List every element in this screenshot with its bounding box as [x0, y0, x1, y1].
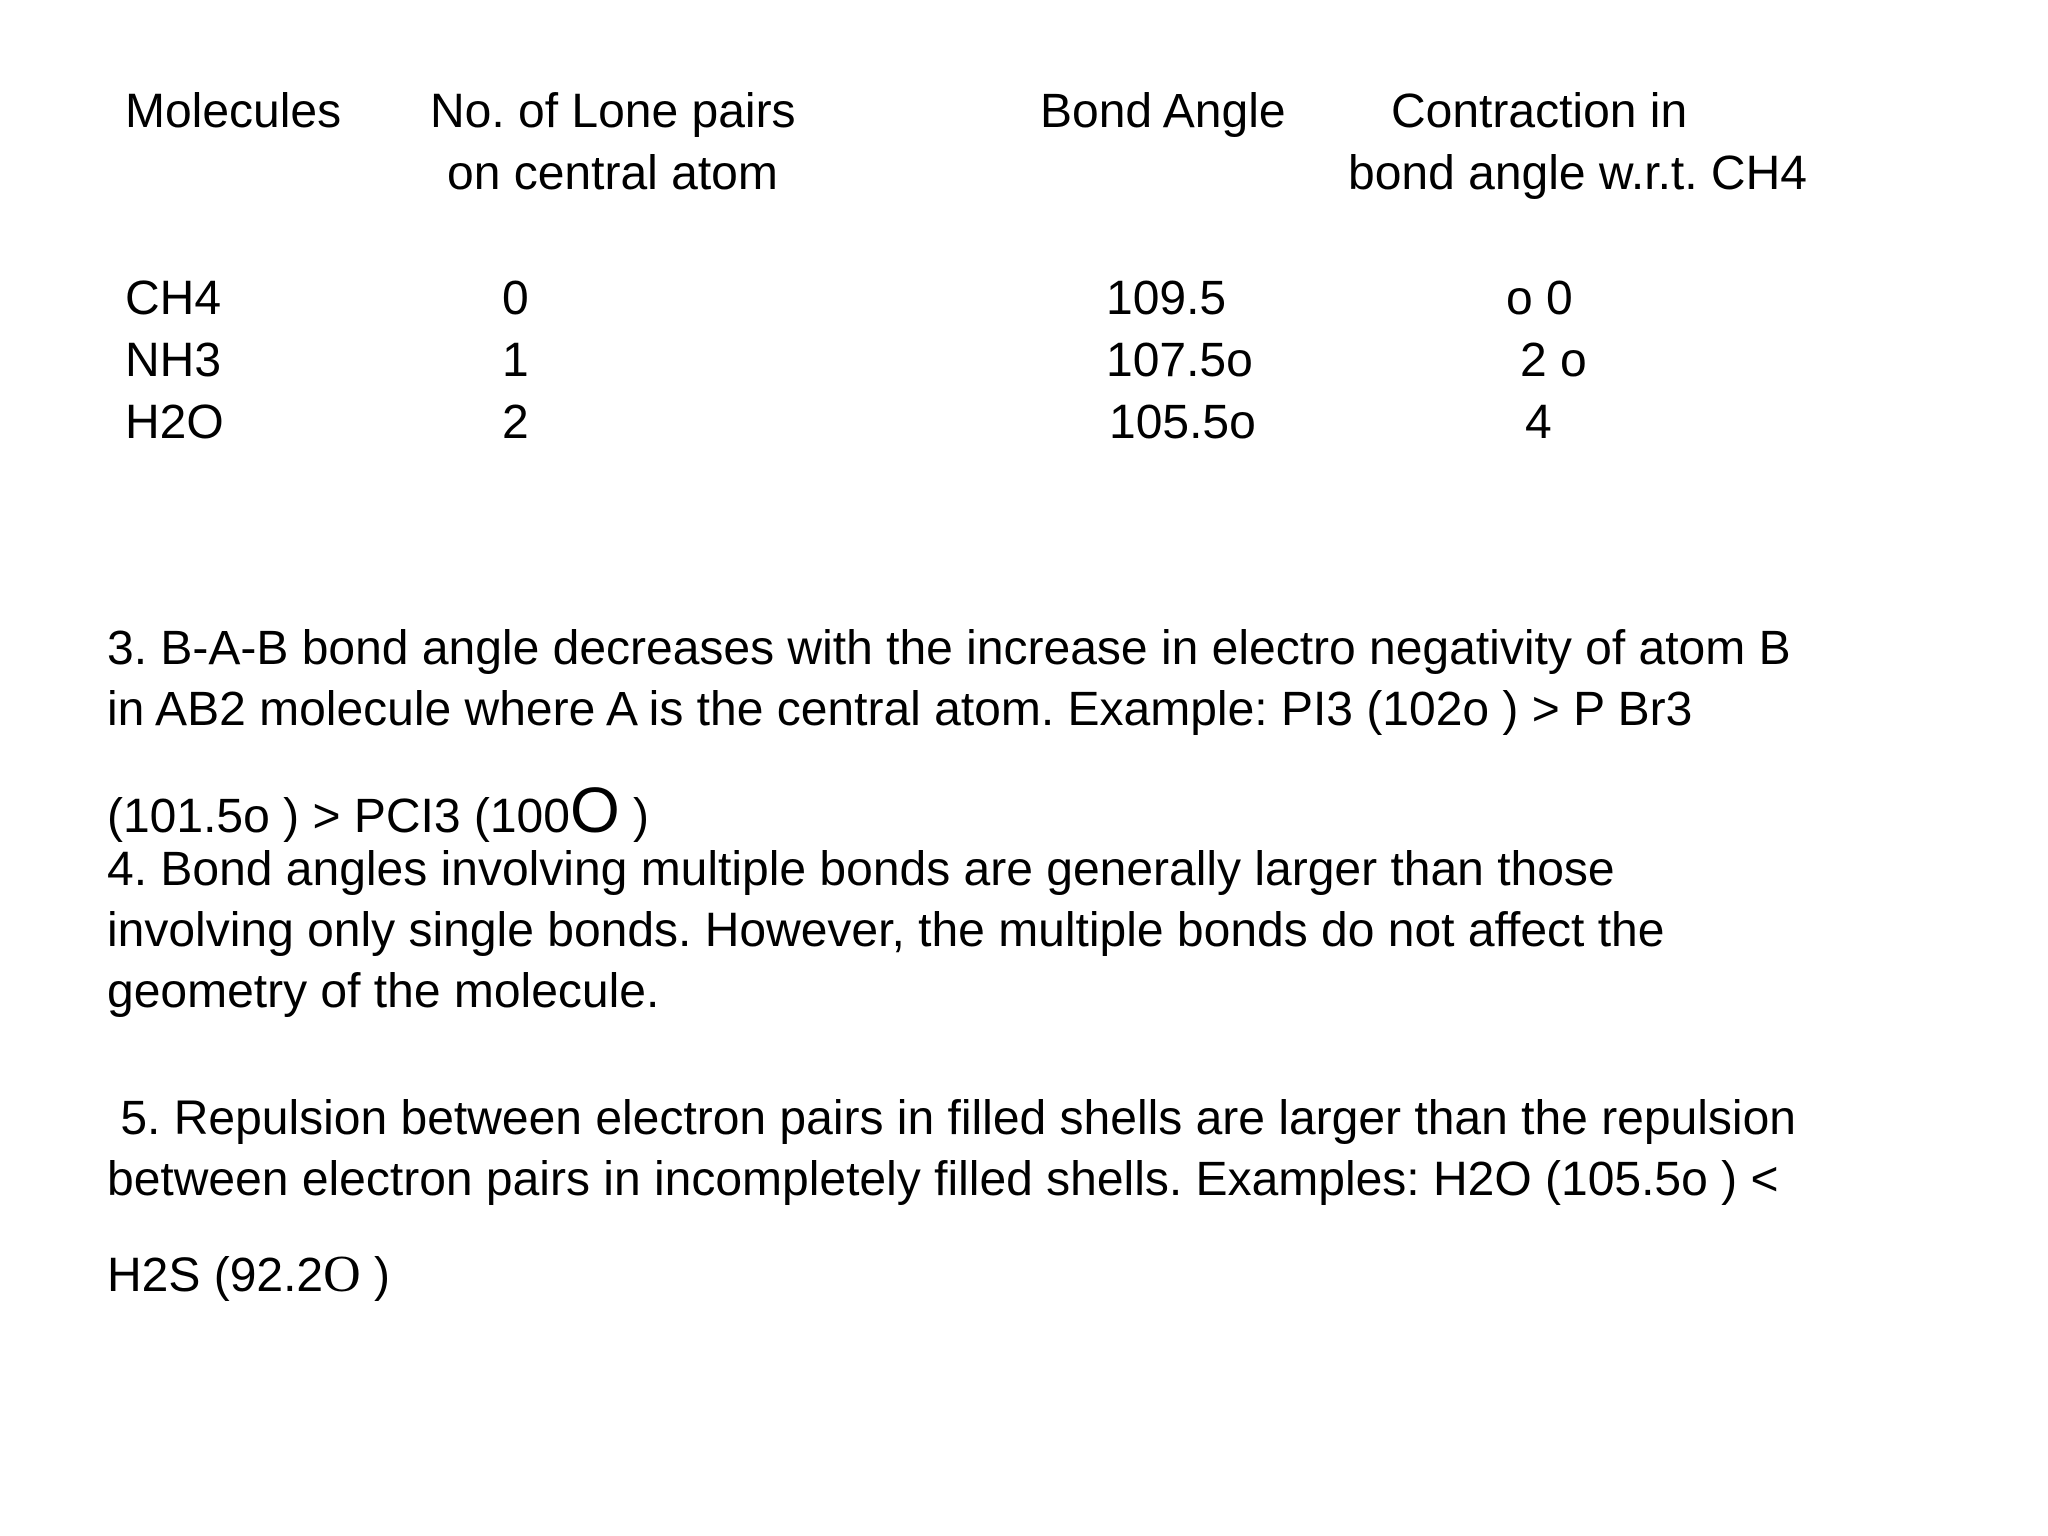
header-lone-pairs-line1: No. of Lone pairs: [430, 85, 796, 138]
point5-line3-suffix: ): [360, 1249, 391, 1302]
row-nh3-bond-angle: 107.5o: [1106, 334, 1253, 387]
header-contraction-line1: Contraction in: [1391, 85, 1688, 138]
point3-line3-suffix: ): [619, 790, 650, 843]
degree-symbol: O: [569, 774, 620, 846]
row-h2o-contraction: 4: [1525, 396, 1552, 449]
header-bond-angle: Bond Angle: [1040, 85, 1286, 138]
row-ch4-bond-angle: 109.5: [1106, 272, 1227, 325]
row-nh3-contraction: 2 o: [1520, 334, 1587, 387]
point4-line1: 4. Bond angles involving multiple bonds are generally larger than those: [107, 843, 1615, 896]
header-contraction-line2: bond angle w.r.t. CH4: [1348, 147, 1807, 200]
row-h2o-bond-angle: 105.5o: [1109, 396, 1256, 449]
point3-line2: in AB2 molecule where A is the central atom. Example: PI3 (102o ) > P Br3: [107, 683, 1693, 736]
point5-line1: 5. Repulsion between electron pairs in filled shells are larger than the repulsion: [107, 1092, 1796, 1145]
point3-line1: 3. B-A-B bond angle decreases with the increase in electro negativity of atom B: [107, 622, 1791, 675]
row-nh3-lone-pairs: 1: [502, 334, 529, 387]
point4-line2: involving only single bonds. However, the multiple bonds do not affect the: [107, 904, 1665, 957]
row-h2o-molecule: H2O: [125, 396, 224, 449]
row-ch4-molecule: CH4: [125, 272, 222, 325]
point3-line3-prefix: (101.5o ) > PCI3 (100: [107, 790, 570, 843]
row-nh3-molecule: NH3: [125, 334, 222, 387]
row-h2o-lone-pairs: 2: [502, 396, 529, 449]
point5-line2: between electron pairs in incompletely filled shells. Examples: H2O (105.5o ) <: [107, 1153, 1779, 1206]
header-molecules: Molecules: [125, 85, 342, 138]
degree-symbol: O: [323, 1246, 361, 1303]
header-lone-pairs-line2: on central atom: [447, 147, 778, 200]
point5-line3-prefix: H2S (92.2: [107, 1249, 324, 1302]
point3-line3: [107, 774, 650, 846]
row-ch4-contraction: o 0: [1506, 272, 1573, 325]
row-ch4-lone-pairs: 0: [502, 272, 529, 325]
point5-line3: [107, 1246, 391, 1303]
point4-line3: geometry of the molecule.: [107, 965, 660, 1018]
